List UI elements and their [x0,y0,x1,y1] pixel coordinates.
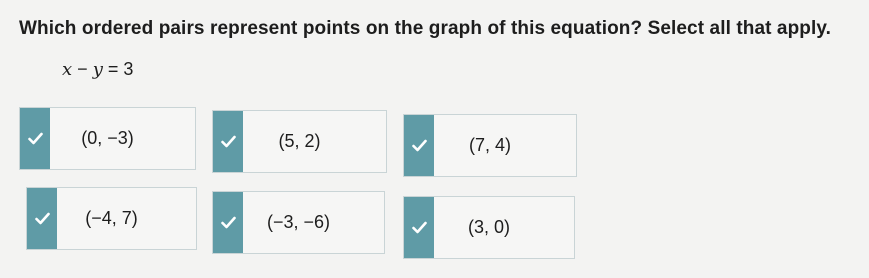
choice-option[interactable] [26,187,197,250]
equation-variable-x: x [62,59,73,80]
choice-option[interactable] [403,114,577,177]
choice-label: (5, 2) [278,131,321,151]
equation-operator: − [77,59,88,79]
checkmark-icon [404,115,434,176]
checkmark-icon [213,192,243,253]
checkmark-icon [404,197,434,258]
choice-label: (−4, 7) [85,208,138,228]
equation-rhs: = 3 [107,59,134,79]
checkmark-icon [27,188,57,249]
choice-option[interactable] [19,107,196,170]
choice-label: (7, 4) [468,135,511,155]
equation-variable-y: y [92,59,103,80]
choice-option[interactable] [403,196,575,259]
equation [62,59,133,80]
choice-label: (3, 0) [467,217,510,237]
choice-label: (−3, −6) [266,212,331,232]
choice-option[interactable] [212,110,387,173]
question-prompt: Which ordered pairs represent points on the graph of this equation? Select all that apply. [19,18,832,39]
choice-option[interactable] [212,191,385,254]
checkmark-icon [20,108,50,169]
choice-label: (0, −3) [81,128,134,148]
checkmark-icon [213,111,243,172]
